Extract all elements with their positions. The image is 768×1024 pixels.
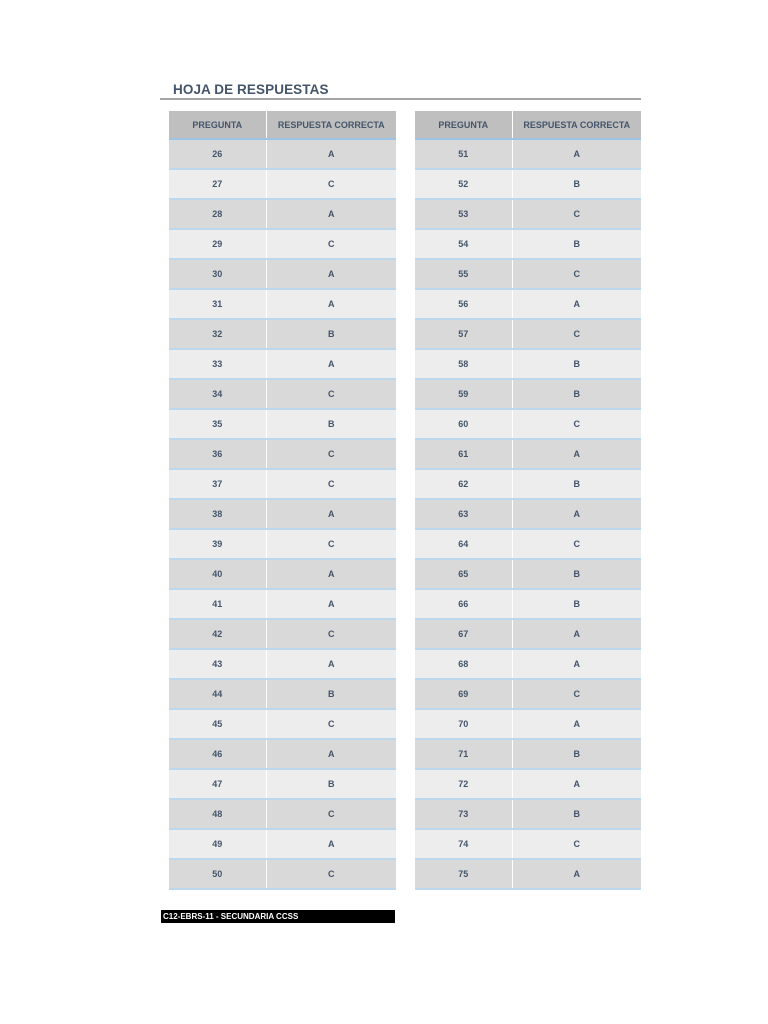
question-number: 42 — [169, 619, 266, 649]
table-row — [169, 649, 396, 679]
correct-answer: A — [266, 649, 396, 679]
table-row — [169, 469, 396, 499]
table-row — [169, 529, 396, 559]
correct-answer: B — [266, 319, 396, 349]
correct-answer: C — [266, 379, 396, 409]
correct-answer: A — [266, 259, 396, 289]
correct-answer: B — [512, 589, 641, 619]
correct-answer: A — [266, 139, 396, 169]
table-row — [415, 559, 641, 589]
table-row — [415, 379, 641, 409]
correct-answer: A — [266, 199, 396, 229]
table-row — [415, 319, 641, 349]
question-number: 59 — [415, 379, 512, 409]
table-row — [169, 589, 396, 619]
correct-answer: C — [266, 709, 396, 739]
question-number: 69 — [415, 679, 512, 709]
correct-answer: A — [512, 859, 641, 889]
correct-answer: B — [512, 229, 641, 259]
table-row — [169, 319, 396, 349]
question-number: 34 — [169, 379, 266, 409]
table-row — [415, 499, 641, 529]
question-number: 29 — [169, 229, 266, 259]
question-number: 54 — [415, 229, 512, 259]
table-row — [169, 799, 396, 829]
table-row — [415, 139, 641, 169]
correct-answer: B — [512, 559, 641, 589]
question-number: 64 — [415, 529, 512, 559]
question-number: 36 — [169, 439, 266, 469]
header-pregunta: PREGUNTA — [169, 111, 266, 139]
header-respuesta-correcta: RESPUESTA CORRECTA — [266, 111, 396, 139]
question-number: 72 — [415, 769, 512, 799]
table-row — [415, 469, 641, 499]
question-number: 55 — [415, 259, 512, 289]
page-title: HOJA DE RESPUESTAS — [173, 82, 329, 97]
table-row — [169, 139, 396, 169]
correct-answer: A — [512, 769, 641, 799]
table-row — [169, 499, 396, 529]
table-row — [415, 739, 641, 769]
title-rule — [160, 98, 641, 100]
question-number: 70 — [415, 709, 512, 739]
table-row — [415, 799, 641, 829]
table-header-row — [415, 111, 641, 139]
correct-answer: A — [512, 139, 641, 169]
footer-code-bar: C12-EBRS-11 - SECUNDARIA CCSS — [161, 910, 395, 923]
correct-answer: A — [512, 619, 641, 649]
question-number: 35 — [169, 409, 266, 439]
table-row — [415, 589, 641, 619]
correct-answer: B — [512, 379, 641, 409]
question-number: 30 — [169, 259, 266, 289]
correct-answer: A — [512, 439, 641, 469]
header-respuesta-correcta: RESPUESTA CORRECTA — [512, 111, 641, 139]
table-row — [169, 679, 396, 709]
correct-answer: C — [266, 229, 396, 259]
table-row — [415, 439, 641, 469]
correct-answer: C — [266, 859, 396, 889]
table-row — [415, 769, 641, 799]
correct-answer: B — [512, 349, 641, 379]
question-number: 63 — [415, 499, 512, 529]
question-number: 28 — [169, 199, 266, 229]
table-row — [415, 409, 641, 439]
correct-answer: A — [266, 499, 396, 529]
question-number: 39 — [169, 529, 266, 559]
correct-answer: A — [266, 349, 396, 379]
correct-answer: C — [266, 799, 396, 829]
question-number: 65 — [415, 559, 512, 589]
question-number: 31 — [169, 289, 266, 319]
table-row — [169, 739, 396, 769]
table-row — [415, 229, 641, 259]
table-row — [415, 679, 641, 709]
correct-answer: C — [266, 169, 396, 199]
table-row — [169, 619, 396, 649]
question-number: 52 — [415, 169, 512, 199]
question-number: 56 — [415, 289, 512, 319]
correct-answer: B — [512, 469, 641, 499]
correct-answer: C — [266, 619, 396, 649]
correct-answer: B — [266, 679, 396, 709]
correct-answer: C — [512, 319, 641, 349]
correct-answer: A — [512, 709, 641, 739]
question-number: 33 — [169, 349, 266, 379]
table-row — [415, 199, 641, 229]
table-row — [415, 289, 641, 319]
question-number: 74 — [415, 829, 512, 859]
question-number: 46 — [169, 739, 266, 769]
question-number: 48 — [169, 799, 266, 829]
correct-answer: A — [512, 649, 641, 679]
question-number: 66 — [415, 589, 512, 619]
header-pregunta: PREGUNTA — [415, 111, 512, 139]
correct-answer: C — [512, 259, 641, 289]
table-row — [169, 829, 396, 859]
question-number: 47 — [169, 769, 266, 799]
correct-answer: A — [266, 739, 396, 769]
question-number: 58 — [415, 349, 512, 379]
table-row — [169, 169, 396, 199]
question-number: 67 — [415, 619, 512, 649]
correct-answer: B — [512, 799, 641, 829]
table-row — [169, 349, 396, 379]
answer-table-left — [169, 111, 396, 890]
correct-answer: C — [266, 469, 396, 499]
question-number: 68 — [415, 649, 512, 679]
correct-answer: A — [512, 289, 641, 319]
table-row — [169, 379, 396, 409]
correct-answer: C — [266, 439, 396, 469]
table-row — [169, 289, 396, 319]
question-number: 26 — [169, 139, 266, 169]
question-number: 60 — [415, 409, 512, 439]
answer-table-right — [415, 111, 641, 890]
question-number: 40 — [169, 559, 266, 589]
question-number: 45 — [169, 709, 266, 739]
correct-answer: B — [512, 169, 641, 199]
correct-answer: C — [266, 529, 396, 559]
correct-answer: C — [512, 409, 641, 439]
question-number: 37 — [169, 469, 266, 499]
correct-answer: C — [512, 829, 641, 859]
question-number: 38 — [169, 499, 266, 529]
question-number: 44 — [169, 679, 266, 709]
table-row — [415, 529, 641, 559]
table-row — [169, 859, 396, 889]
question-number: 57 — [415, 319, 512, 349]
table-row — [415, 709, 641, 739]
table-row — [169, 409, 396, 439]
table-row — [415, 169, 641, 199]
correct-answer: A — [266, 289, 396, 319]
correct-answer: B — [512, 739, 641, 769]
question-number: 75 — [415, 859, 512, 889]
correct-answer: A — [266, 589, 396, 619]
correct-answer: C — [512, 529, 641, 559]
table-row — [169, 199, 396, 229]
question-number: 43 — [169, 649, 266, 679]
question-number: 27 — [169, 169, 266, 199]
correct-answer: A — [266, 559, 396, 589]
question-number: 53 — [415, 199, 512, 229]
correct-answer: B — [266, 409, 396, 439]
correct-answer: B — [266, 769, 396, 799]
table-header-row — [169, 111, 396, 139]
table-row — [415, 619, 641, 649]
table-row — [169, 769, 396, 799]
table-row — [415, 349, 641, 379]
question-number: 51 — [415, 139, 512, 169]
table-row — [415, 649, 641, 679]
table-row — [415, 859, 641, 889]
question-number: 32 — [169, 319, 266, 349]
question-number: 71 — [415, 739, 512, 769]
table-row — [415, 259, 641, 289]
question-number: 62 — [415, 469, 512, 499]
table-row — [169, 709, 396, 739]
correct-answer: C — [512, 199, 641, 229]
correct-answer: A — [266, 829, 396, 859]
question-number: 50 — [169, 859, 266, 889]
table-row — [169, 229, 396, 259]
question-number: 61 — [415, 439, 512, 469]
question-number: 73 — [415, 799, 512, 829]
question-number: 41 — [169, 589, 266, 619]
table-row — [169, 259, 396, 289]
table-row — [169, 559, 396, 589]
correct-answer: C — [512, 679, 641, 709]
correct-answer: A — [512, 499, 641, 529]
table-row — [415, 829, 641, 859]
table-row — [169, 439, 396, 469]
question-number: 49 — [169, 829, 266, 859]
